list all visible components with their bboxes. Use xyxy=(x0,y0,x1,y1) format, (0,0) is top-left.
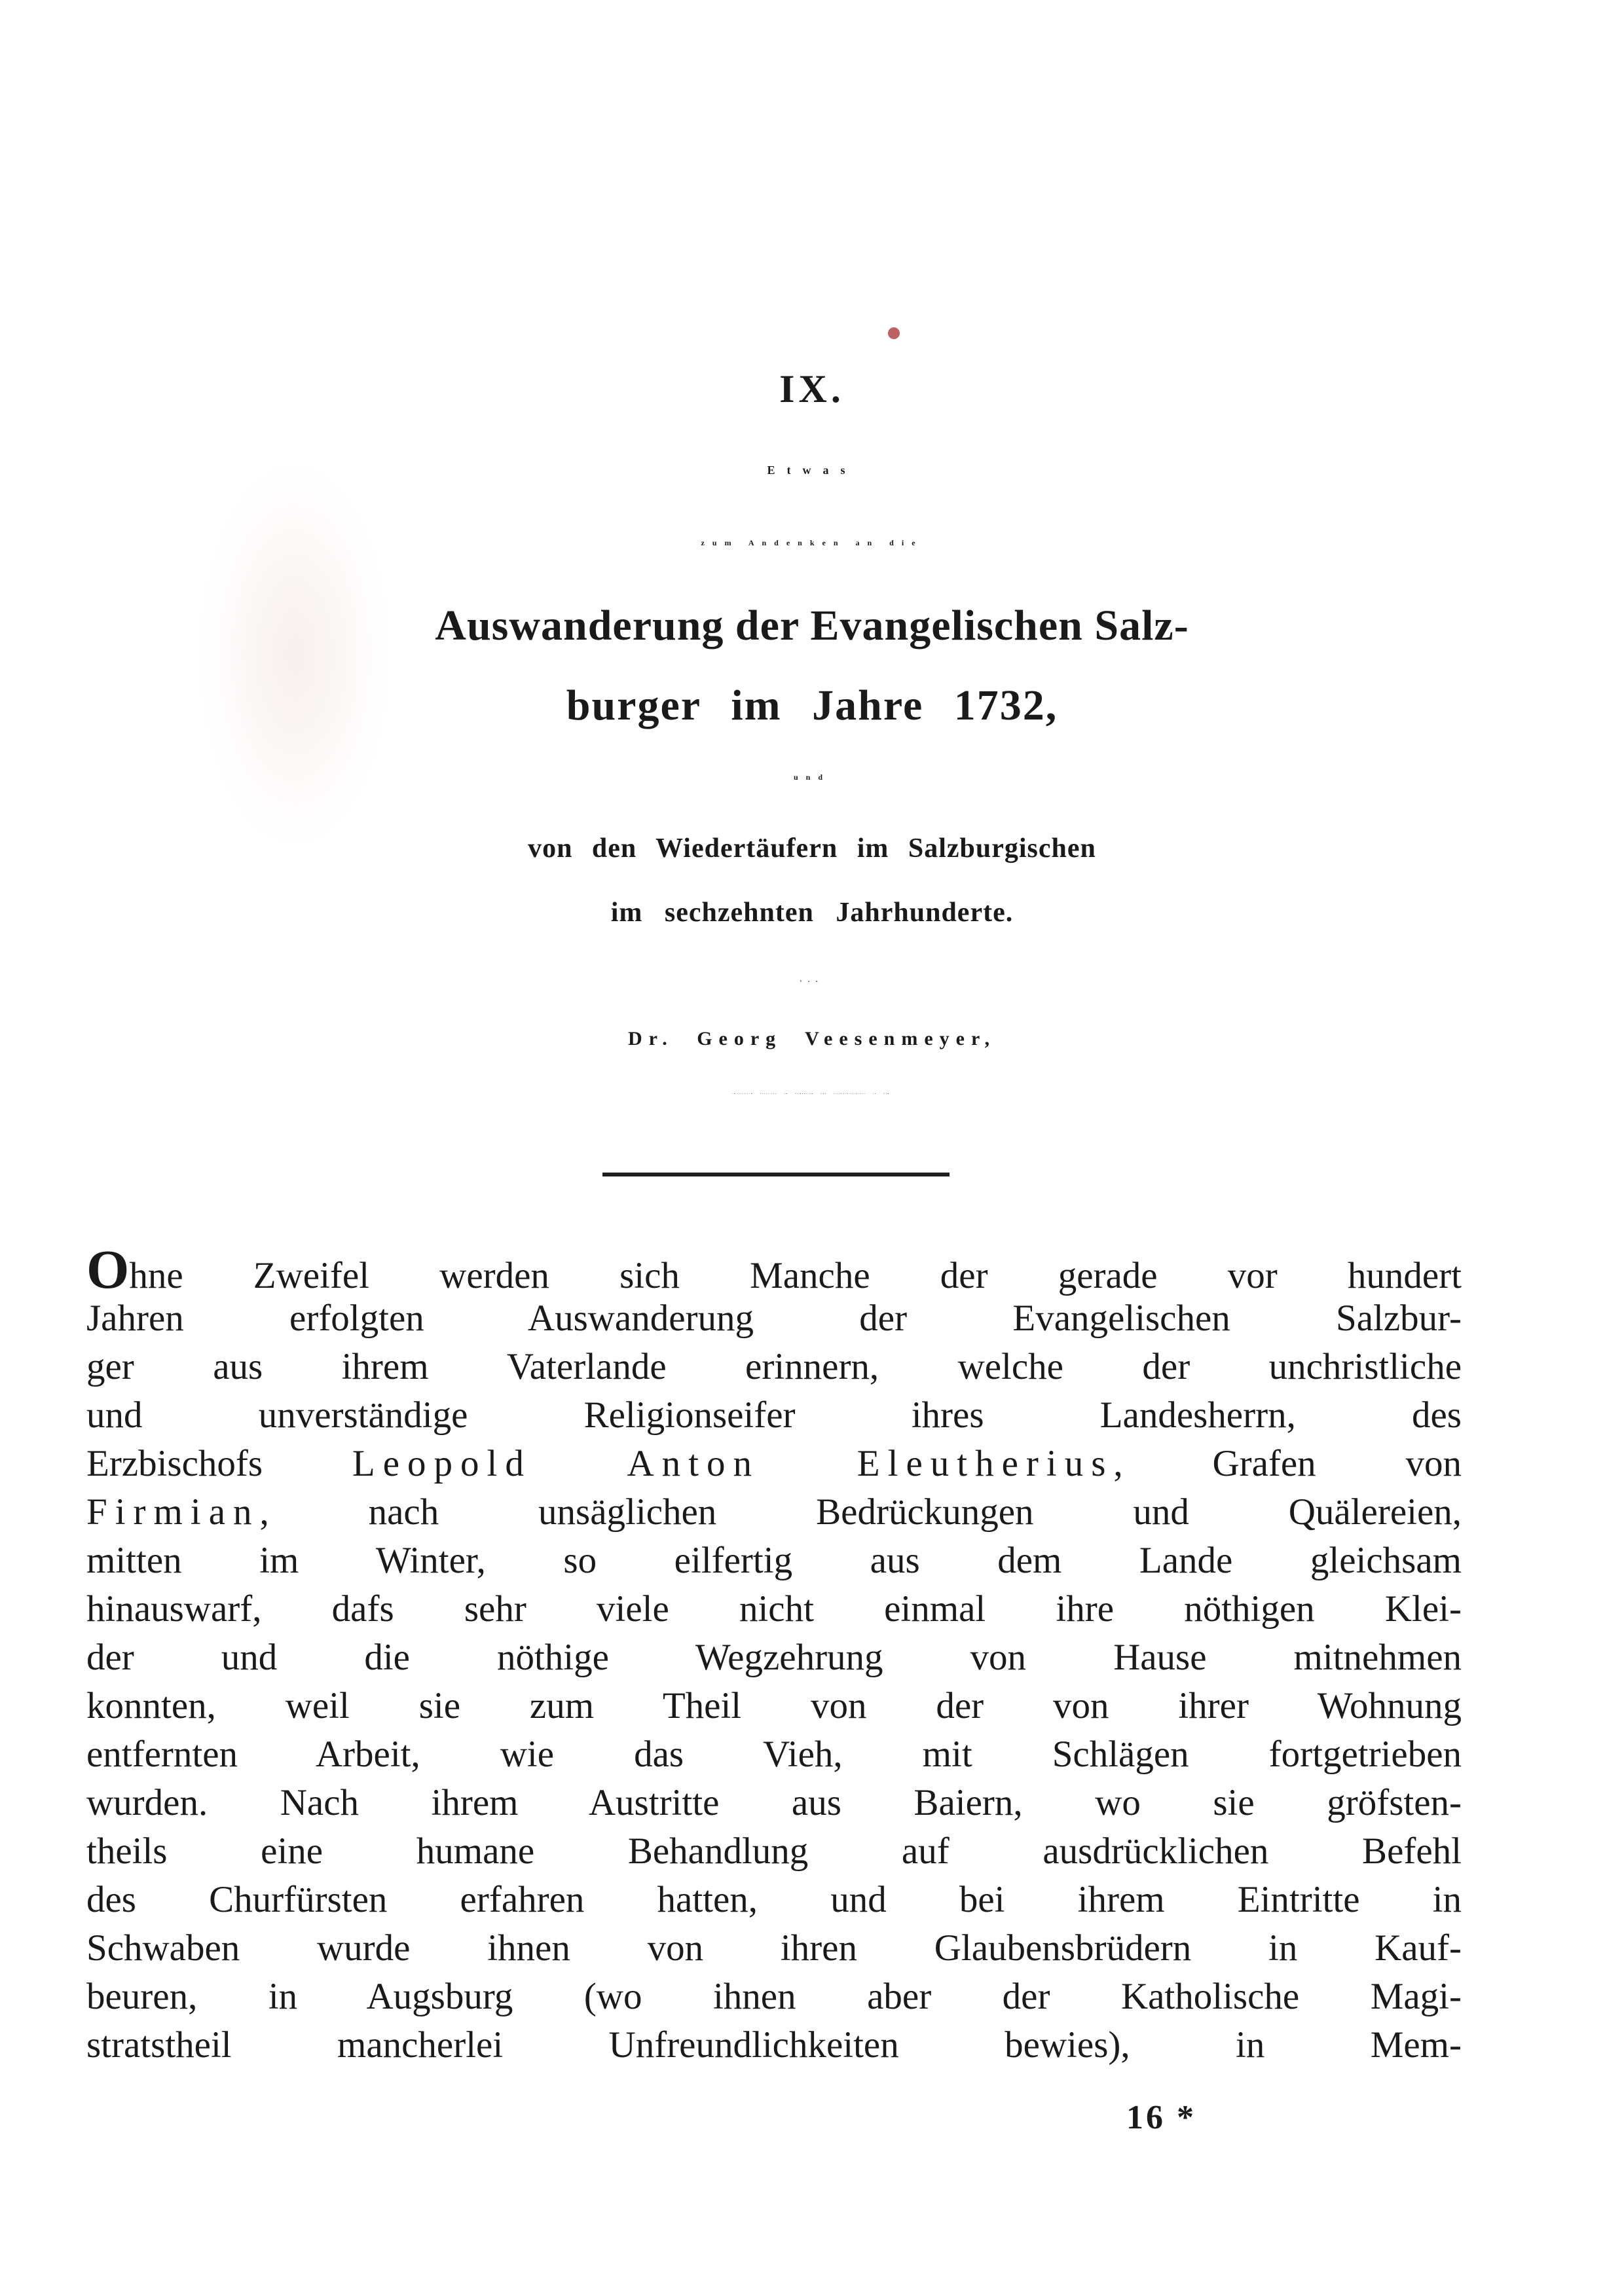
body-line-5-b: , Grafen von xyxy=(1113,1444,1462,1484)
body-line-5 xyxy=(86,1444,1462,1484)
body-line-12: wurden. Nach ihrem Austritte aus Baiern, wo sie gröfsten- xyxy=(86,1783,1462,1823)
title-line-2: burger im Jahre 1732, xyxy=(566,682,1058,729)
title-etwas: Etwas xyxy=(767,464,857,477)
body-line-11: entfernten Arbeit, wie das Vieh, mit Schlägen fortgetrieben xyxy=(86,1735,1462,1774)
body-line-10: konnten, weil sie zum Theil von der von ihrer Wohnung xyxy=(86,1686,1462,1726)
body-line-8: hinauswarf, dafs sehr viele nicht einmal ihre nöthigen Klei- xyxy=(86,1590,1462,1629)
author-name: Dr. Georg Veesenmeyer, xyxy=(627,1028,997,1049)
body-line-6 xyxy=(86,1493,1462,1532)
body-line-7: mitten im Winter, so eilfertig aus dem Lande gleichsam xyxy=(86,1541,1462,1580)
body-line-4: und unverständige Religionseifer ihres Landesherrn, des xyxy=(86,1396,1462,1435)
author-affiliation: emeritirtem Professor am Gymnasium und Stadtbibliothekar zu Ulm. xyxy=(732,1093,892,1095)
separator-rule xyxy=(602,1173,950,1176)
body-line-5-a: Erzbischofs xyxy=(86,1444,352,1484)
title-zum-andenken: zum Andenken an die xyxy=(701,538,923,547)
body-line-3: ger aus ihrem Vaterlande erinnern, welche der unchristliche xyxy=(86,1347,1462,1387)
body-line-2: Jahren erfolgten Auswanderung der Evangelischen Salzbur- xyxy=(86,1299,1462,1338)
body-line-14: des Churfürsten erfahren hatten, und bei ihrem Eintritte in xyxy=(86,1880,1462,1920)
body-line-5-name: Leopold Anton Eleutherius xyxy=(352,1444,1114,1484)
body-line-9: der und die nöthige Wegzehrung von Hause mitnehmen xyxy=(86,1638,1462,1677)
body-line-17: stratstheil mancherlei Unfreundlichkeiten bewies), in Mem- xyxy=(86,2026,1462,2065)
body-line-15: Schwaben wurde ihnen von ihren Glaubensbrüdern in Kauf- xyxy=(86,1929,1462,1968)
page-signature: 16 * xyxy=(1126,2099,1196,2136)
title-line-1: Auswanderung der Evangelischen Salz- xyxy=(435,602,1189,649)
paper-stain xyxy=(196,458,393,851)
body-line-6-b: , nach unsäglichen Bedrückungen und Quälereien, xyxy=(259,1493,1462,1532)
title-line-4: im sechzehnten Jahrhunderte. xyxy=(610,898,1014,928)
body-line-16: beuren, in Augsburg (wo ihnen aber der Katholische Magi- xyxy=(86,1977,1462,2016)
chapter-number: IX. xyxy=(779,367,845,410)
body-line-6-name: Firmian xyxy=(86,1493,260,1532)
title-von: Von xyxy=(800,979,824,983)
drop-cap: O xyxy=(86,1250,130,1296)
title-line-3: von den Wiedertäufern im Salzburgischen xyxy=(528,833,1096,864)
body-line-1-text: hne Zweifel werden sich Manche der gerade vor hundert xyxy=(129,1255,1462,1296)
body-line-13: theils eine humane Behandlung auf ausdrücklichen Befehl xyxy=(86,1832,1462,1871)
title-und: und xyxy=(793,773,831,782)
body-line-1 xyxy=(86,1250,1462,1296)
ink-speck xyxy=(888,327,900,339)
